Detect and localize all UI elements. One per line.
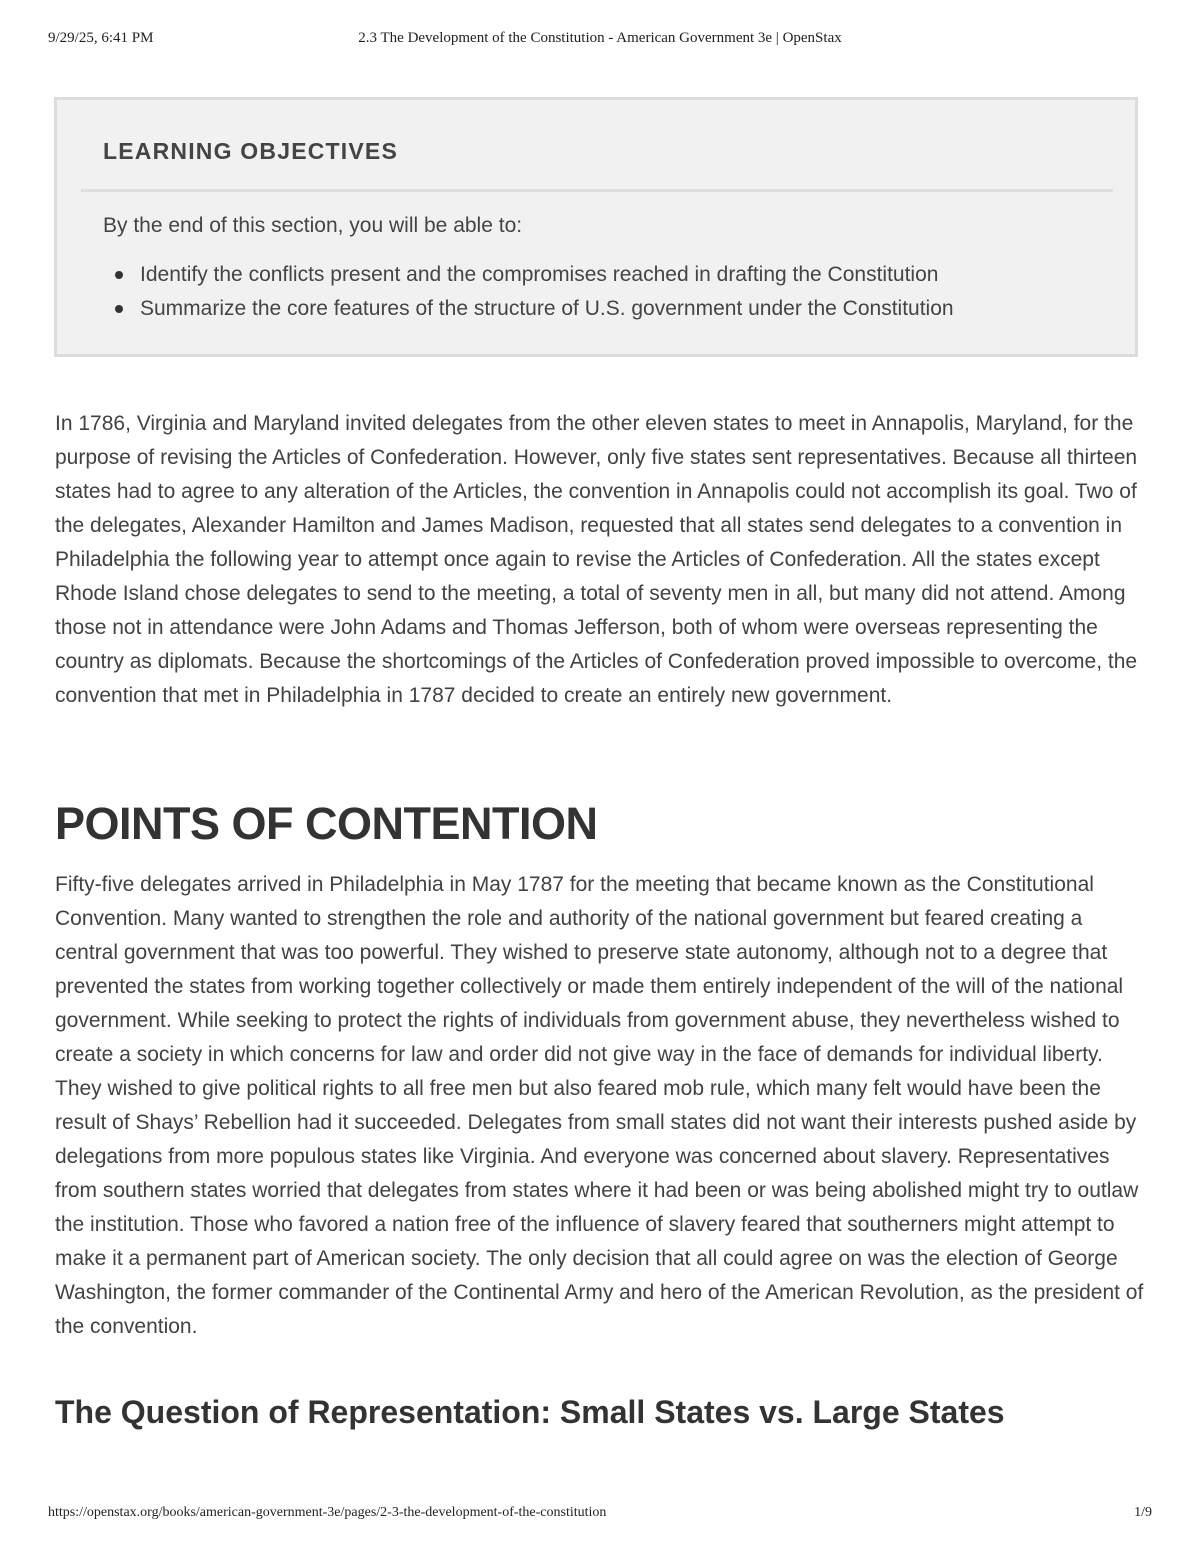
- section-heading: POINTS OF CONTENTION: [55, 798, 598, 849]
- page-url-link[interactable]: https://openstax.org/books/american-government-3e/pages/2-3-the-development-of-the-constitution: [48, 1505, 607, 1520]
- intro-paragraph: In 1786, Virginia and Maryland invited delegates from the other eleven states to meet in Annapolis, Maryland, for the purpose of revising the Articles of Confederation. However, only five states sent representatives. Because all thirteen states had to agree to any alteration of the Articles, the convention in Annapolis could not accomplish its goal. Two of the delegates, Alexander Hamilton and James Madison, requested that all states send delegates to a convention in Philadelphia the following year to attempt once again to revise the Articles of Confederation. All the states except Rhode Island chose delegates to send to the meeting, a total of seventy men in all, but many did not attend. Among those not in attendance were John Adams and Thomas Jefferson, both of whom were overseas representing the country as diplomats. Because the shortcomings of the Articles of Confederation proved impossible to overcome, the convention that met in Philadelphia in 1787 decided to create an entirely new government.: [55, 412, 1138, 707]
- print-header: [48, 30, 1152, 52]
- learning-objective-item: [115, 292, 954, 326]
- learning-objectives-box: [54, 97, 1138, 357]
- subsection-heading: The Question of Representation: Small States vs. Large States: [55, 1394, 1005, 1430]
- body-paragraph: Fifty-five delegates arrived in Philadelphia in May 1787 for the meeting that became known as the Constitutional Convention. Many wanted to strengthen the role and authority of the national government but feared creating a central government that was too powerful. They wished to preserve state autonomy, although not to a degree that prevented the states from working together collectively or made them entirely independent of the will of the national government. While seeking to protect the rights of individuals from government abuse, they nevertheless wished to create a society in which concerns for law and order did not give way in the face of demands for individual liberty. They wished to give political rights to all free men but also feared mob rule, which many felt would have been the result of Shays’ Rebellion had it succeeded. Delegates from small states did not want their interests pushed aside by delegations from more populous states like Virginia. And everyone was concerned about slavery. Representatives from southern states worried that delegates from states where it had been or was being abolished might try to outlaw the institution. Those who favored a nation free of the influence of slavery feared that southerners might attempt to make it a permanent part of American society. The only decision that all could agree on was the election of George Washington, the former commander of the Continental Army and hero of the American Revolution, as the president of the convention.: [55, 873, 1144, 1338]
- objectives-divider: [81, 189, 1113, 192]
- print-date: 9/29/25, 6:41 PM: [48, 30, 154, 46]
- bullet-icon: [115, 271, 123, 279]
- bullet-icon: [115, 305, 123, 313]
- page-number: 1/9: [1134, 1505, 1152, 1520]
- print-footer: [48, 1505, 1152, 1527]
- learning-objective-item: [115, 258, 954, 292]
- print-document-title: 2.3 The Development of the Constitution - American Government 3e | OpenStax: [358, 30, 842, 46]
- learning-objectives-heading: LEARNING OBJECTIVES: [103, 138, 399, 164]
- learning-objectives-list: [115, 258, 954, 326]
- learning-objectives-intro: By the end of this section, you will be able to:: [103, 214, 523, 237]
- learning-objective-text: Summarize the core features of the structure of U.S. government under the Constitution: [140, 297, 954, 320]
- learning-objective-text: Identify the conflicts present and the compromises reached in drafting the Constitution: [140, 263, 939, 286]
